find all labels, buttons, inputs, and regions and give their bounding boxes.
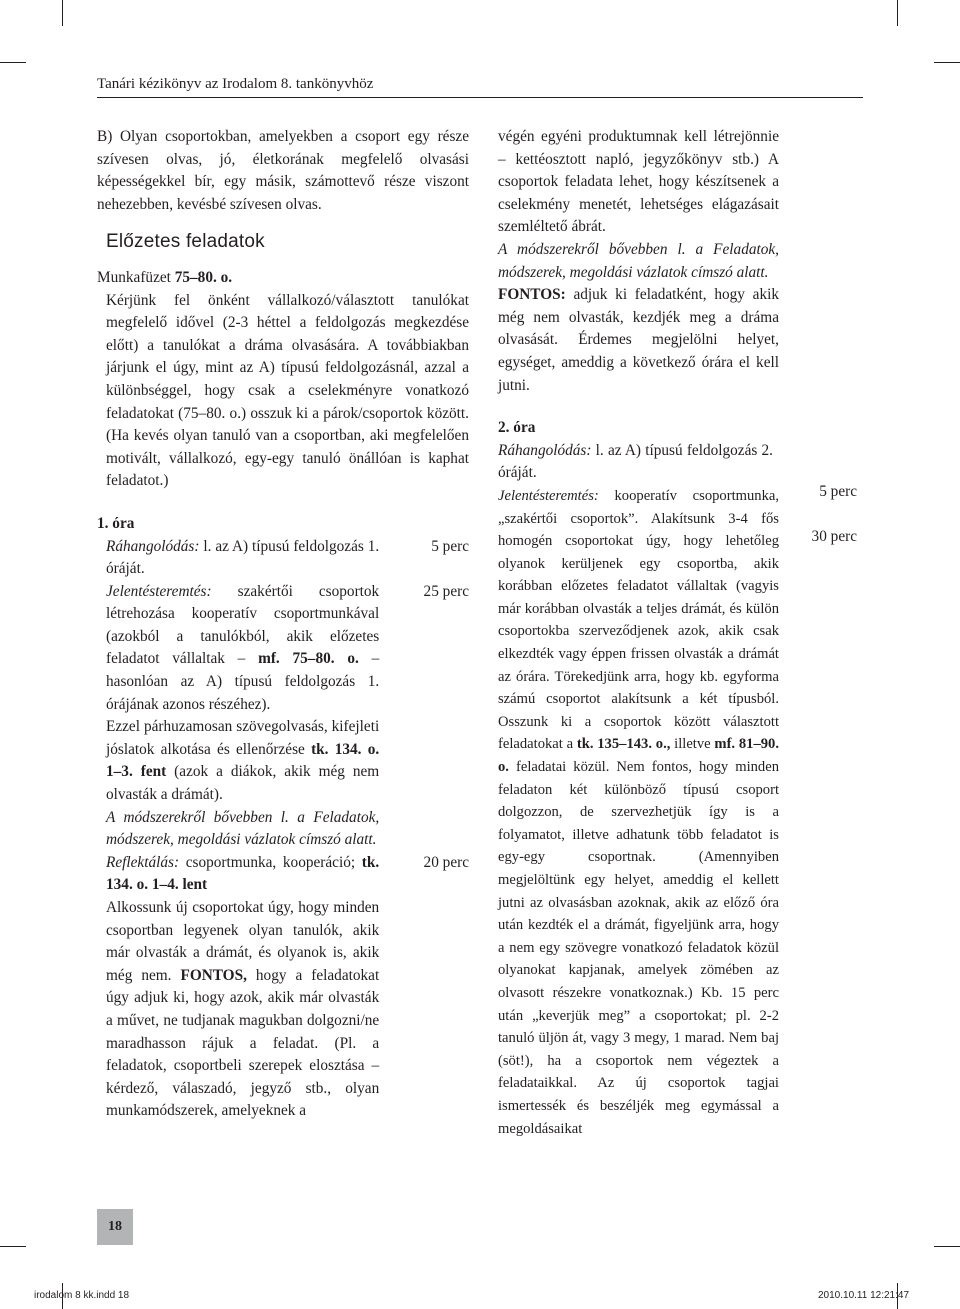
l2-meaning-label: Jelentésteremtés: (498, 487, 599, 504)
left-column (97, 126, 469, 1123)
l2-warmup-text: l. az A) típusú feldolgozás 2. óráját. (498, 441, 773, 482)
paragraph-request: Kérjünk fel önként vállalkozó/választott tanulókat megfelelő idővel (2-3 héttel a feldolgozás megkezdése előtt) a tanulókat a dráma olvasására. A továbbiakban járjunk el úgy, mint az A) típusú feldolgozásnál, azzal a különbséggel, hogy csak a cselekményre vonatkozó feladatokat (75–80. o.) osszuk ki a párok/csoportok között. (Ha kevés olyan tanuló van a csoportban, aki megfelelően motivált, vállalkozó, egy-egy tanuló önállóan is kaphat feladatot.) (106, 291, 469, 490)
groups-text-2: hogy a feladatokat úgy adjuk ki, hogy azok, akik már olvasták a művet, ne tudjanak magukban dolgozni/ne maradhasson rájuk a feladat. (Pl. a feladatok, csoportbeli szerepek elosztása – kérdező, válaszadó, jegyző stb., olyan munkamódszerek, amelyeknek a (106, 966, 380, 1120)
l2-warmup-label: Ráhangolódás: (498, 441, 592, 459)
workbook-label: Munkafüzet (97, 268, 175, 286)
lesson-1-warmup (97, 536, 469, 581)
lesson-1-title: 1. óra (97, 514, 135, 532)
section-title: Előzetes feladatok (106, 231, 265, 253)
lesson-2-meaning (498, 485, 779, 1140)
meaning-text-1: szakértői csoportok létrehozása kooperatív csoportmunkával (azokból a tanulókból, akik előzetes feladatot vállaltak – (106, 582, 380, 668)
crop-mark-top-left (62, 0, 63, 26)
workbook-pages: 75–80. o. (174, 268, 233, 286)
lesson-1-reflection (97, 852, 469, 1123)
reflect-text: csoportmunka, kooperáció; (179, 853, 362, 871)
important-text: adjuk ki feladatként, hogy akik még nem olvasták, kezdjék meg a dráma olvasását. Érdemes megjelölni helyet, egységet, ameddig a következő órára el kell jutni. (498, 286, 779, 394)
lesson-2-warmup (498, 440, 773, 485)
workbook-reference (97, 267, 469, 290)
groups-important: FONTOS, (180, 966, 247, 984)
crop-mark-left-bottom (0, 1246, 26, 1247)
slug-file: irodalom 8 kk.indd 18 (34, 1290, 130, 1301)
right-column (498, 126, 779, 1140)
lesson-1-meaning (97, 581, 469, 852)
method-note: A módszerekről bővebben l. a Feladatok, módszerek, megoldási vázlatok címszó alatt. (106, 808, 380, 849)
crop-mark-left-top (0, 62, 26, 63)
lesson-2-title: 2. óra (498, 419, 536, 437)
right-method-note: A módszerekről bővebben l. a Feladatok, módszerek, megoldási vázlatok címszó alatt. (498, 240, 779, 281)
l2-ref-2: mf. 81–90. o. (498, 736, 779, 776)
important-note (498, 284, 779, 397)
continuation-text: végén egyéni produktumnak kell létrejönnie – kettéosztott napló, jegyzőkönyv stb.) A csoportok feladata lehet, hogy készítsenek a cselekmény menetét, lehetséges elágazásait szemléltető ábrát. (498, 128, 779, 236)
parallel-text-2: (azok a diákok, akik még nem olvasták a drámát). (106, 763, 380, 804)
reflect-label: Reflektálás: (106, 853, 180, 871)
meaning-duration: 25 perc (423, 582, 469, 600)
reflect-ref: tk. 134. o. 1–4. lent (106, 853, 380, 894)
meaning-text-2: – hasonlóan az A) típusú feldolgozás 1. órájának azonos részéhez). (106, 650, 380, 713)
l2-meaning-text-3: feladatai közül. Nem fontos, hogy minden feladaton két különböző típusú csoport dolgozzon, de szervezhetjük így is a folyamatot, illetve adhatunk több feladatot is egy-egy csoportnak. (Amennyiben megjelöltünk egy helyet, ameddig el kellett jutni az olvasásban azoknak, akik az előző óra után kezdték el a drámát, figyeljünk arra, hogy a nem egy szövegre vonatkozó feladatok közül olyanokat kapjanak, amelyek zömében az olvasott részekre vonatkoznak.) Kb. 15 perc után „keverjük meg” a csoportokat; pl. 2-2 tanuló üljön át, vagy 3 megy, 1 marad. Nem baj (söt!), ha a csoportok nem végeztek a feladataikkal. Az új csoportok tagjai ismertessék és beszéljék meg egymással a megoldásaikat (498, 759, 779, 1137)
meaning-label: Jelentésteremtés: (106, 582, 212, 600)
running-head: Tanári kézikönyv az Irodalom 8. tankönyvhöz (97, 76, 374, 92)
paragraph-variant-b: B) Olyan csoportokban, amelyekben a csoport egy része szívesen olvas, jó, életkorának megfelelő olvasási képességekkel bír, egy másik, számottevő része viszont nehezebben, kevésbé szívesen olvas. (97, 128, 469, 213)
l2-meaning-duration: 30 perc (811, 528, 857, 545)
crop-mark-right-bottom (934, 1246, 960, 1247)
l2-meaning-text-1: kooperatív csoportmunka, „szakértői csoportok”. Alakítsunk 3-4 fős homogén csoportokat úgy, hogy lehetőleg olyanok kerüljenek egy csoportba, akik korábban előzetes feladatot vállaltak (vagyis már korábban olvasták a teljes drámát, és külön csoportokba szerveződjenek azok, akik csak elkezdték vagy éppen frissen olvasták a drámát az órára. Törekedjünk arra, hogy kb. egyforma számú csoportot alakítsunk a két típusból. Osszunk ki a csoportok között választott feladatokat a (498, 487, 779, 753)
crop-mark-top-right (897, 0, 898, 26)
slug-date: 2010.10.11 12:21:47 (818, 1290, 910, 1301)
meaning-ref: mf. 75–80. o. (258, 650, 359, 668)
warmup-text: l. az A) típusú feldolgozás 1. óráját. (106, 537, 380, 578)
header-rule (97, 97, 863, 98)
page-number: 18 (97, 1209, 133, 1245)
parallel-text-1: Ezzel párhuzamosan szövegolvasás, kifejleti jóslatok alkotása és ellenőrzése (106, 718, 380, 758)
groups-text-1: Alkossunk új csoportokat úgy, hogy minden csoportban legyenek olyan tanulók, akik már olvasták a drámát, és olyanok is, akik még nem. (106, 899, 380, 984)
important-label: FONTOS: (498, 286, 566, 304)
crop-mark-right-top (934, 62, 960, 63)
reflect-duration: 20 perc (423, 853, 469, 871)
warmup-label: Ráhangolódás: (106, 537, 200, 555)
l2-ref-1: tk. 135–143. o., (576, 736, 671, 753)
warmup-duration: 5 perc (431, 537, 469, 555)
parallel-ref: tk. 134. o. 1–3. fent (106, 740, 380, 781)
l2-meaning-text-2: illetve (670, 736, 715, 753)
l2-warmup-duration: 5 perc (819, 483, 857, 500)
